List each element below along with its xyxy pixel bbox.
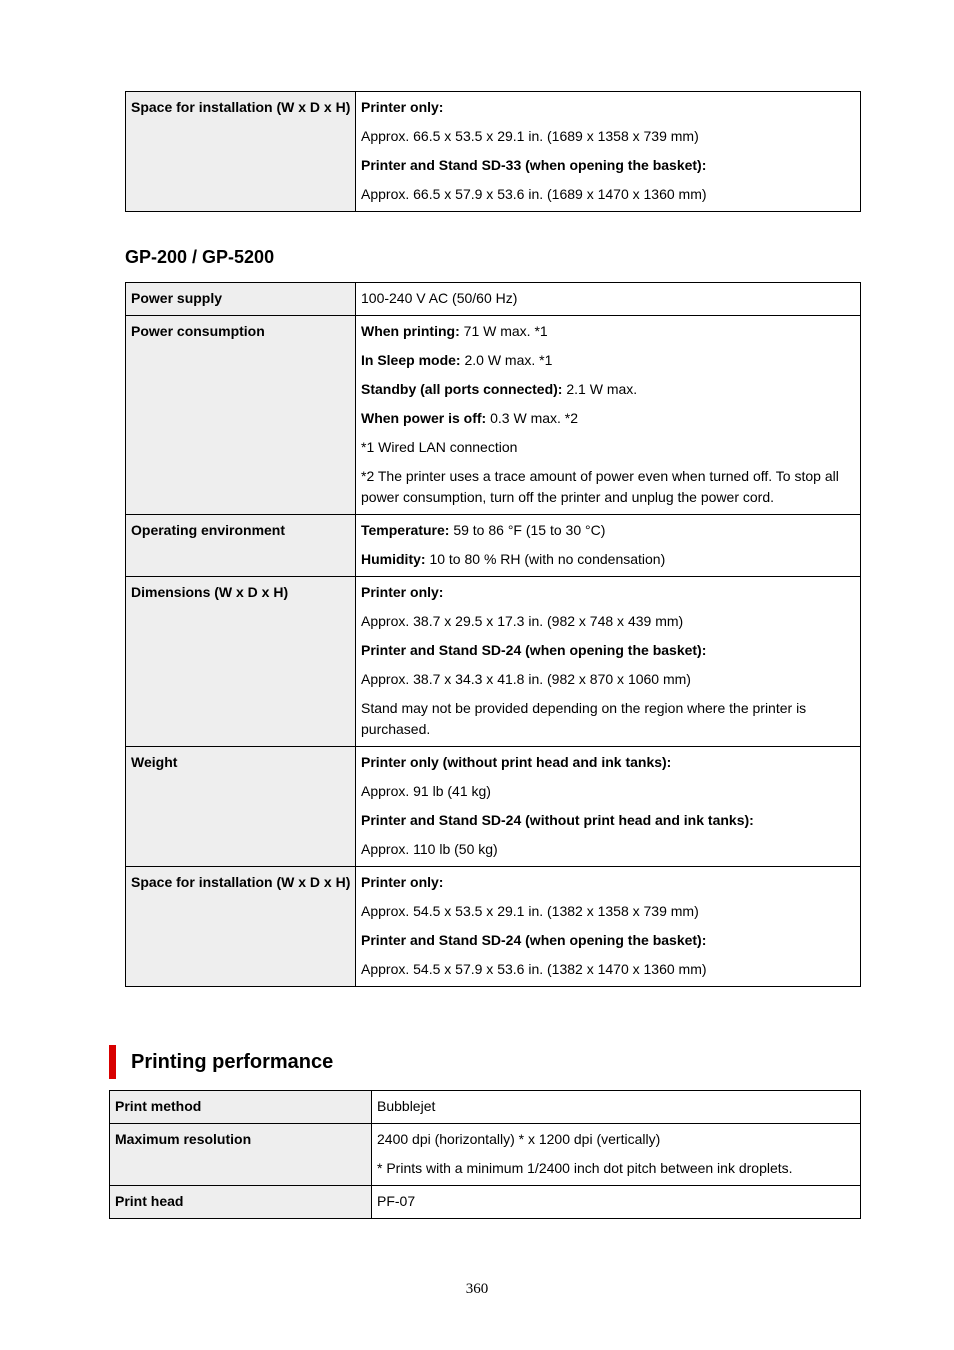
spec-label: Maximum resolution: [110, 1124, 372, 1186]
spec-value-key: Printer and Stand SD-33 (when opening the basket):: [361, 157, 707, 173]
spec-value-key: Temperature:: [361, 522, 450, 538]
spec-value-line: [361, 582, 856, 603]
spec-value-line: [361, 752, 856, 773]
spec-value-text: 10 to 80 % RH (with no condensation): [425, 551, 666, 567]
spec-value-line: [361, 97, 856, 118]
spec-value-line: [361, 669, 856, 690]
spec-value-line: [361, 549, 856, 570]
spec-value-text: Approx. 66.5 x 57.9 x 53.6 in. (1689 x 1470 x 1360 mm): [361, 186, 707, 202]
spec-value-line: [361, 350, 856, 371]
gp-200-gp-5200-heading: GP-200 / GP-5200: [125, 247, 275, 267]
spec-label: Space for installation (W x D x H): [126, 867, 356, 987]
installation-space-table-top: [125, 91, 861, 212]
spec-value: [356, 515, 861, 577]
gp-200-gp-5200-specs-table: [125, 282, 861, 987]
spec-value: [356, 747, 861, 867]
spec-value-line: [361, 959, 856, 980]
spec-value-line: [361, 288, 856, 309]
spec-value-line: [361, 126, 856, 147]
spec-value-text: 71 W max. *1: [459, 323, 548, 339]
spec-value-text: 2.1 W max.: [562, 381, 638, 397]
spec-value-text: Approx. 66.5 x 53.5 x 29.1 in. (1689 x 1358 x 739 mm): [361, 128, 699, 144]
spec-row: [126, 92, 861, 212]
spec-row: [126, 867, 861, 987]
spec-value-key: Printer only:: [361, 99, 444, 115]
spec-value-line: [361, 321, 856, 342]
spec-value-line: [361, 466, 856, 508]
spec-value-text: Approx. 91 lb (41 kg): [361, 783, 491, 799]
page-number: 360: [465, 1281, 489, 1297]
spec-value-line: [361, 520, 856, 541]
spec-value: [356, 867, 861, 987]
spec-value-line: [361, 437, 856, 458]
spec-value-line: [377, 1191, 856, 1212]
spec-value-key: In Sleep mode:: [361, 352, 461, 368]
spec-value-line: [361, 184, 856, 205]
spec-value-text: Approx. 38.7 x 34.3 x 41.8 in. (982 x 870 x 1060 mm): [361, 671, 691, 687]
spec-value-line: [377, 1096, 856, 1117]
spec-value-key: Printer and Stand SD-24 (when opening the basket):: [361, 932, 707, 948]
spec-value: [356, 283, 861, 316]
spec-value-line: [361, 640, 856, 661]
spec-value: [356, 577, 861, 747]
spec-row: [126, 577, 861, 747]
spec-row: [126, 316, 861, 515]
spec-value: [356, 92, 861, 212]
spec-value-text: 59 to 86 °F (15 to 30 °C): [449, 522, 606, 538]
spec-value-line: [361, 698, 856, 740]
printing-performance-table: [109, 1090, 861, 1219]
spec-label: Space for installation (W x D x H): [126, 92, 356, 212]
spec-value-key: Printer and Stand SD-24 (when opening the basket):: [361, 642, 707, 658]
spec-label: Print head: [110, 1186, 372, 1219]
spec-value: [356, 316, 861, 515]
spec-label: Print method: [110, 1091, 372, 1124]
spec-value-key: When power is off:: [361, 410, 487, 426]
spec-value-key: Humidity:: [361, 551, 426, 567]
spec-value-text: 100-240 V AC (50/60 Hz): [361, 290, 518, 306]
spec-row: [110, 1186, 861, 1219]
spec-value-key: Standby (all ports connected):: [361, 381, 563, 397]
spec-value-text: 2400 dpi (horizontally) * x 1200 dpi (vertically): [377, 1131, 661, 1147]
spec-value-key: Printer only (without print head and ink tanks):: [361, 754, 672, 770]
spec-value-line: [377, 1158, 856, 1179]
spec-value-text: Stand may not be provided depending on the region where the printer is purchased.: [361, 700, 807, 737]
spec-value-text: Bubblejet: [377, 1098, 436, 1114]
spec-value-key: When printing:: [361, 323, 460, 339]
spec-label: Power supply: [126, 283, 356, 316]
spec-value-line: [377, 1129, 856, 1150]
spec-row: [110, 1091, 861, 1124]
spec-label: Operating environment: [126, 515, 356, 577]
spec-value-text: Approx. 54.5 x 53.5 x 29.1 in. (1382 x 1358 x 739 mm): [361, 903, 699, 919]
spec-value-text: Approx. 110 lb (50 kg): [361, 841, 498, 857]
spec-value: [372, 1186, 861, 1219]
printing-performance-heading: Printing performance: [109, 1045, 333, 1079]
spec-value-line: [361, 408, 856, 429]
spec-value: [372, 1124, 861, 1186]
spec-value-line: [361, 872, 856, 893]
spec-row: [126, 515, 861, 577]
spec-label: Dimensions (W x D x H): [126, 577, 356, 747]
spec-value-text: Approx. 54.5 x 57.9 x 53.6 in. (1382 x 1470 x 1360 mm): [361, 961, 707, 977]
spec-value-key: Printer only:: [361, 584, 444, 600]
spec-value-line: [361, 930, 856, 951]
spec-value-text: Approx. 38.7 x 29.5 x 17.3 in. (982 x 748 x 439 mm): [361, 613, 684, 629]
spec-row: [126, 283, 861, 316]
spec-value-text: 0.3 W max. *2: [486, 410, 579, 426]
spec-value: [372, 1091, 861, 1124]
spec-label: Weight: [126, 747, 356, 867]
spec-value-line: [361, 810, 856, 831]
spec-value-text: 2.0 W max. *1: [460, 352, 553, 368]
spec-value-line: [361, 611, 856, 632]
spec-value-text: *1 Wired LAN connection: [361, 439, 518, 455]
spec-value-text: *2 The printer uses a trace amount of power even when turned off. To stop all power consumption, turn off the printer and unplug the power cord.: [361, 468, 839, 505]
spec-row: [110, 1124, 861, 1186]
spec-value-line: [361, 901, 856, 922]
spec-value-key: Printer and Stand SD-24 (without print head and ink tanks):: [361, 812, 754, 828]
spec-value-line: [361, 839, 856, 860]
spec-value-text: PF-07: [377, 1193, 416, 1209]
spec-value-line: [361, 155, 856, 176]
spec-value-line: [361, 781, 856, 802]
spec-value-key: Printer only:: [361, 874, 444, 890]
spec-value-text: * Prints with a minimum 1/2400 inch dot pitch between ink droplets.: [377, 1160, 793, 1176]
spec-label: Power consumption: [126, 316, 356, 515]
spec-row: [126, 747, 861, 867]
spec-value-line: [361, 379, 856, 400]
